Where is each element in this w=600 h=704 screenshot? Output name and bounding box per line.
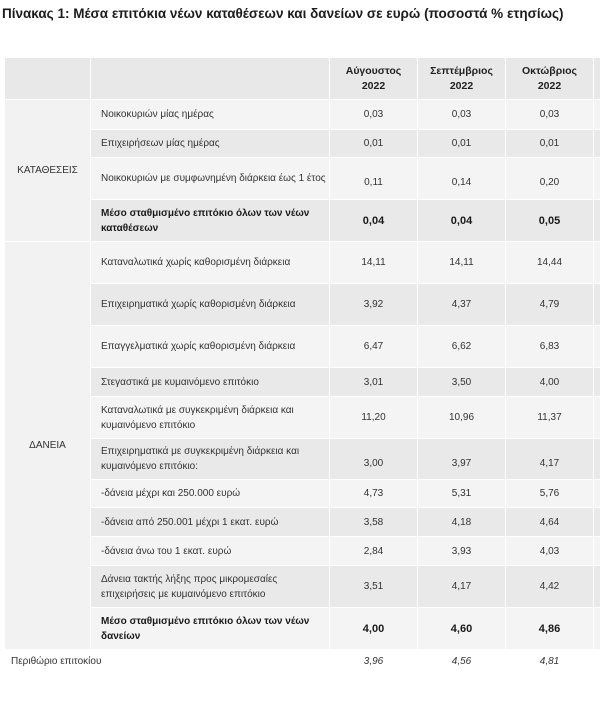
value-cell: 3,93	[418, 537, 506, 566]
table-title: Πίνακας 1: Μέσα επιτόκια νέων καταθέσεων και δανείων σε ευρώ (ποσοστά % ετησίως)	[2, 6, 564, 21]
category-loans: ΔΑΝΕΙΑ	[5, 242, 91, 650]
value-cell: 6,83	[506, 326, 594, 368]
value-cell-wrap	[418, 439, 506, 480]
row-label: Μέσο σταθμισμένο επιτόκιο όλων των νέων καταθέσεων	[91, 200, 330, 242]
header-label-cell	[91, 58, 330, 100]
value-cell: 3,50	[418, 368, 506, 397]
row-label: Επαγγελματικά χωρίς καθορισμένη διάρκεια	[91, 326, 330, 368]
row-label: -δάνεια μέχρι και 250.000 ευρώ	[91, 480, 330, 508]
value-cell: 10,96	[418, 397, 506, 439]
row-edge-cell	[594, 284, 600, 326]
table-row	[5, 242, 600, 284]
value-cell: 4,17	[539, 457, 560, 469]
value-cell: 3,97	[451, 457, 472, 469]
value-cell: 4,00	[330, 608, 418, 650]
value-cell-wrap	[418, 158, 506, 200]
value-cell: 4,86	[506, 608, 594, 650]
value-cell: 3,01	[330, 368, 418, 397]
row-label: Νοικοκυριών με συμφωνημένη διάρκεια έως 1 έτος	[91, 158, 330, 200]
value-cell: 4,17	[418, 566, 506, 608]
column-month: Οκτώβριος	[522, 64, 577, 77]
value-cell: 3,96	[330, 650, 418, 674]
value-cell: 4,37	[418, 284, 506, 326]
row-edge-cell	[594, 397, 600, 439]
value-cell: 5,76	[506, 480, 594, 508]
value-cell: 14,11	[418, 242, 506, 284]
row-edge-cell	[594, 242, 600, 284]
value-cell-wrap	[506, 158, 594, 200]
column-year: 2022	[361, 79, 386, 92]
value-cell: 0,03	[330, 100, 418, 130]
value-cell: 4,64	[506, 508, 594, 537]
value-cell: 4,60	[418, 608, 506, 650]
value-cell-wrap	[330, 158, 418, 200]
table-row	[5, 130, 600, 158]
row-label: Μέσο σταθμισμένο επιτόκιο όλων των νέων δανείων	[91, 608, 330, 650]
value-cell: 4,79	[506, 284, 594, 326]
value-cell: 0,03	[506, 100, 594, 130]
row-edge-cell	[594, 326, 600, 368]
row-edge-cell	[594, 158, 600, 200]
value-cell: 0,20	[539, 177, 560, 188]
row-label: Καταναλωτικά με συγκεκριμένη διάρκεια και κυμαινόμενο επιτόκιο	[91, 397, 330, 439]
table-row	[5, 284, 600, 326]
value-cell: 4,73	[330, 480, 418, 508]
table-row	[5, 508, 600, 537]
value-cell: 0,04	[330, 200, 418, 242]
category-deposits: ΚΑΤΑΘΕΣΕΙΣ	[5, 100, 91, 242]
column-header-september	[418, 58, 506, 100]
row-label: Νοικοκυριών μίας ημέρας	[91, 100, 330, 130]
value-cell: 0,01	[330, 130, 418, 158]
value-cell: 0,03	[418, 100, 506, 130]
row-label: Επιχειρηματικά χωρίς καθορισμένη διάρκεια	[91, 284, 330, 326]
row-edge-cell	[594, 608, 600, 650]
column-month: Αύγουστος	[345, 64, 402, 77]
value-cell: 5,31	[418, 480, 506, 508]
value-cell: 6,62	[418, 326, 506, 368]
value-cell: 0,11	[364, 177, 383, 188]
value-cell-wrap	[506, 439, 594, 480]
value-cell: 11,20	[330, 397, 418, 439]
row-label: Περιθώριο επιτοκίου	[5, 650, 330, 674]
value-cell: 14,44	[506, 242, 594, 284]
value-cell: 4,56	[418, 650, 506, 674]
row-edge-cell	[594, 508, 600, 537]
table-row	[5, 326, 600, 368]
row-label: Επιχειρήσεων μίας ημέρας	[91, 130, 330, 158]
row-label: Δάνεια τακτής λήξης προς μικρομεσαίες επιχειρήσεις με κυμαινόμενο επιτόκιο	[91, 566, 330, 608]
table-row	[5, 439, 600, 480]
value-cell: 0,01	[418, 130, 506, 158]
value-cell: 0,01	[506, 130, 594, 158]
row-label: Στεγαστικά με κυμαινόμενο επιτόκιο	[91, 368, 330, 397]
value-cell: 3,92	[330, 284, 418, 326]
value-cell: 0,04	[418, 200, 506, 242]
row-edge-cell	[594, 100, 600, 130]
table-row	[5, 566, 600, 608]
column-year: 2022	[537, 79, 562, 92]
row-label: Καταναλωτικά χωρίς καθορισμένη διάρκεια	[91, 242, 330, 284]
column-header-august	[330, 58, 418, 100]
value-cell: 4,42	[506, 566, 594, 608]
table-row	[5, 480, 600, 508]
value-cell-wrap	[330, 439, 418, 480]
table-row-total	[5, 200, 600, 242]
row-label: -δάνεια άνω του 1 εκατ. ευρώ	[91, 537, 330, 566]
table-row	[5, 100, 600, 130]
value-cell: 3,58	[330, 508, 418, 537]
header-empty-cell	[5, 58, 91, 100]
table-row	[5, 537, 600, 566]
value-cell: 4,03	[506, 537, 594, 566]
value-cell: 0,14	[451, 177, 472, 188]
table-row-margin	[5, 650, 600, 674]
value-cell: 3,00	[363, 457, 384, 469]
column-year: 2022	[449, 79, 474, 92]
header-edge-cell	[594, 58, 600, 100]
row-label: Επιχειρηματικά με συγκεκριμένη διάρκεια και κυμαινόμενο επιτόκιο:	[91, 439, 330, 480]
value-cell: 4,18	[418, 508, 506, 537]
row-edge-cell	[594, 130, 600, 158]
row-label: -δάνεια από 250.001 μέχρι 1 εκατ. ευρώ	[91, 508, 330, 537]
column-month: Σεπτέμβριος	[430, 64, 493, 77]
row-edge-cell	[594, 566, 600, 608]
value-cell: 11,37	[506, 397, 594, 439]
value-cell: 6,47	[330, 326, 418, 368]
value-cell: 3,51	[330, 566, 418, 608]
value-cell: 4,00	[506, 368, 594, 397]
row-edge-cell	[594, 439, 600, 480]
table-row	[5, 368, 600, 397]
value-cell: 2,84	[330, 537, 418, 566]
table-row	[5, 158, 600, 200]
table-row-total	[5, 608, 600, 650]
header-row	[5, 58, 600, 100]
column-header-october	[506, 58, 594, 100]
rates-table	[4, 57, 600, 674]
value-cell: 4,81	[506, 650, 594, 674]
row-edge-cell	[594, 480, 600, 508]
row-edge-cell	[594, 537, 600, 566]
row-edge-cell	[594, 650, 600, 674]
table-row	[5, 397, 600, 439]
value-cell: 14,11	[330, 242, 418, 284]
row-edge-cell	[594, 368, 600, 397]
row-edge-cell	[594, 200, 600, 242]
value-cell: 0,05	[506, 200, 594, 242]
